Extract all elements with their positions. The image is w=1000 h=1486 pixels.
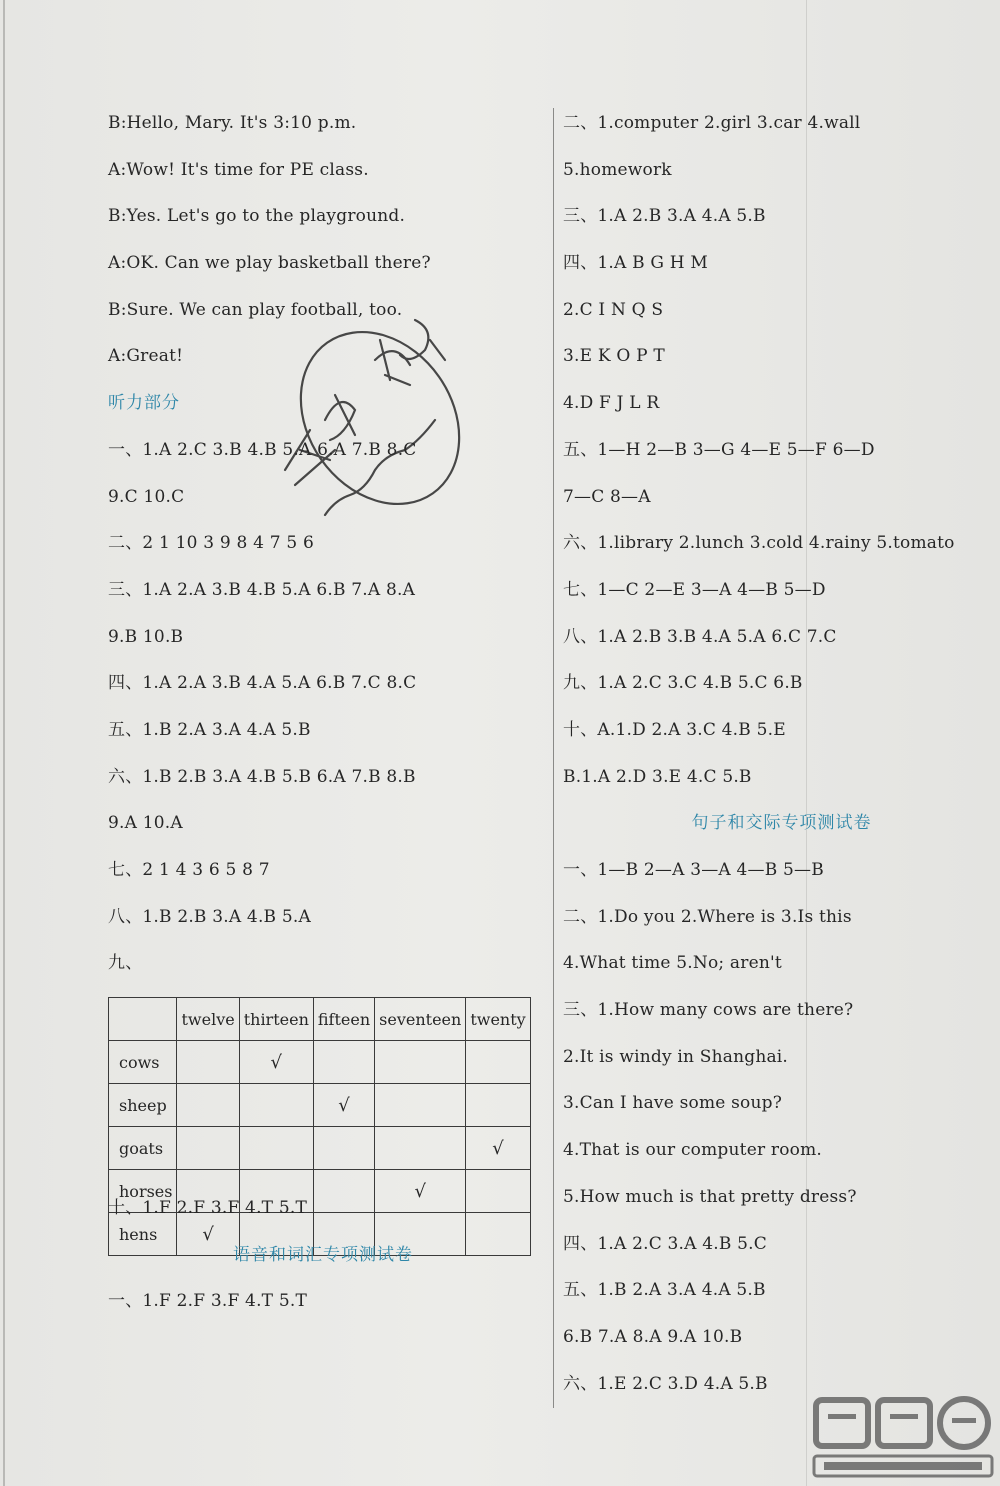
table-column-header: twenty (466, 998, 530, 1041)
table-cell (177, 1127, 239, 1170)
dialogue-line: A:Great! (108, 346, 184, 367)
answer-line: B.1.A 2.D 3.E 4.C 5.B (563, 766, 752, 787)
dialogue-line: B:Hello, Mary. It's 3:10 p.m. (108, 113, 357, 133)
table-cell (375, 1084, 466, 1127)
answer-line: 9.A 10.A (108, 813, 183, 834)
answer-line: 3.Can I have some soup? (563, 1093, 783, 1114)
check-mark: √ (492, 1137, 504, 1159)
answer-line: 一、1—B 2—A 3—A 4—B 5—B (563, 860, 824, 880)
column-divider (553, 108, 554, 1408)
table-cell (239, 1084, 313, 1127)
table-cell (313, 1041, 374, 1084)
table-cell (375, 1127, 466, 1170)
left-column (108, 108, 538, 1333)
answer-line: 六、1.library 2.lunch 3.cold 4.rainy 5.tomato (563, 533, 955, 554)
answer-line: 八、1.B 2.B 3.A 4.B 5.A (108, 906, 311, 927)
vocab-section-heading: 语音和词汇专项测试卷 (233, 1244, 413, 1265)
table-corner-cell (109, 998, 177, 1041)
answer-line: 一、1.F 2.F 3.F 4.T 5.T (108, 1291, 307, 1312)
answer-line: 9.B 10.B (108, 626, 184, 647)
answer-line: 二、1.computer 2.girl 3.car 4.wall (563, 113, 861, 133)
table-cell (239, 1127, 313, 1170)
dialogue-line: A:Wow! It's time for PE class. (108, 159, 369, 180)
table-cell (466, 1041, 530, 1084)
table-column-header: thirteen (239, 998, 313, 1041)
table-cell (466, 1084, 530, 1127)
answer-line: 2.C I N Q S (563, 299, 664, 320)
answer-line: 2.It is windy in Shanghai. (563, 1046, 789, 1067)
answer-line: 五、1.B 2.A 3.A 4.A 5.B (108, 719, 311, 740)
answer-line: 3.E K O P T (563, 346, 665, 367)
answer-line: 4.D F J L R (563, 393, 660, 414)
answer-line: 一、1.A 2.C 3.B 4.B 5.A 6.A 7.B 8.C (108, 439, 417, 460)
answer-line: 七、2 1 4 3 6 5 8 7 (108, 860, 270, 880)
answer-line: 九、1.A 2.C 3.C 4.B 5.C 6.B (563, 673, 803, 694)
table-column-header: fifteen (313, 998, 374, 1041)
answer-line: 四、1.A B G H M (563, 253, 709, 274)
answer-line: 五、1.B 2.A 3.A 4.A 5.B (563, 1280, 766, 1301)
table-row-label: hens (109, 1213, 177, 1256)
answer-line: 二、1.Do you 2.Where is 3.Is this (563, 906, 852, 927)
listening-section-heading: 听力部分 (108, 393, 180, 414)
table-cell (466, 1127, 530, 1170)
dialogue-line: B:Sure. We can play football, too. (108, 299, 403, 320)
watermark-stamp-logo (265, 300, 475, 530)
answer-line: 5.homework (563, 159, 672, 180)
right-column (563, 108, 1000, 1415)
answer-line: 十、1.F 2.F 3.F 4.T 5.T (108, 1198, 307, 1219)
check-mark: √ (338, 1094, 350, 1116)
table-header-row (109, 998, 531, 1041)
answer-line: 二、2 1 10 3 9 8 4 7 5 6 (108, 533, 315, 554)
dialogue-line: A:OK. Can we play basketball there? (108, 253, 431, 274)
table-cell (313, 1084, 374, 1127)
answer-line: 5.How much is that pretty dress? (563, 1186, 857, 1207)
answer-line: 七、1—C 2—E 3—A 4—B 5—D (563, 579, 826, 600)
page-edge (3, 0, 5, 1486)
table-row (109, 1127, 531, 1170)
answer-line: 9.C 10.C (108, 486, 185, 507)
answer-line: 九、 (108, 953, 143, 974)
answer-line: 六、1.E 2.C 3.D 4.A 5.B (563, 1373, 768, 1394)
check-mark: √ (202, 1223, 214, 1245)
answer-line: 四、1.A 2.A 3.B 4.A 5.A 6.B 7.C 8.C (108, 673, 417, 694)
answer-line: 7—C 8—A (563, 486, 651, 507)
answer-line: 八、1.A 2.B 3.B 4.A 5.A 6.C 7.C (563, 626, 837, 647)
dialogue-line: B:Yes. Let's go to the playground. (108, 206, 406, 227)
table-cell (375, 1041, 466, 1084)
table-row (109, 1041, 531, 1084)
table-column-header: seventeen (375, 998, 466, 1041)
answer-line: 四、1.A 2.C 3.A 4.B 5.C (563, 1233, 767, 1254)
table-row-label: goats (109, 1127, 177, 1170)
check-mark: √ (270, 1051, 283, 1073)
table-row-label: sheep (109, 1084, 177, 1127)
answer-line: 五、1—H 2—B 3—G 4—E 5—F 6—D (563, 439, 875, 460)
answer-line: 十、A.1.D 2.A 3.C 4.B 5.E (563, 719, 786, 740)
table-cell (177, 1084, 239, 1127)
table-cell (177, 1041, 239, 1084)
table-cell (313, 1127, 374, 1170)
answer-line: 三、1.A 2.A 3.B 4.B 5.A 6.B 7.A 8.A (108, 579, 416, 600)
answer-line: 6.B 7.A 8.A 9.A 10.B (563, 1326, 743, 1347)
table-row-label: cows (109, 1041, 177, 1084)
answer-line: 六、1.B 2.B 3.A 4.B 5.B 6.A 7.B 8.B (108, 766, 416, 787)
answer-line: 4.That is our computer room. (563, 1140, 823, 1161)
answer-line: 4.What time 5.No; aren't (563, 953, 782, 974)
table-row-label: horses (109, 1170, 177, 1213)
answer-line: 三、1.A 2.B 3.A 4.A 5.B (563, 206, 766, 227)
sentence-section-heading: 句子和交际专项测试卷 (691, 813, 872, 834)
table-row (109, 1084, 531, 1127)
table-column-header: twelve (177, 998, 239, 1041)
answer-circle-logo (808, 1392, 998, 1482)
answer-line: 三、1.How many cows are there? (563, 1000, 854, 1021)
check-mark: √ (414, 1180, 426, 1202)
table-cell (239, 1041, 313, 1084)
